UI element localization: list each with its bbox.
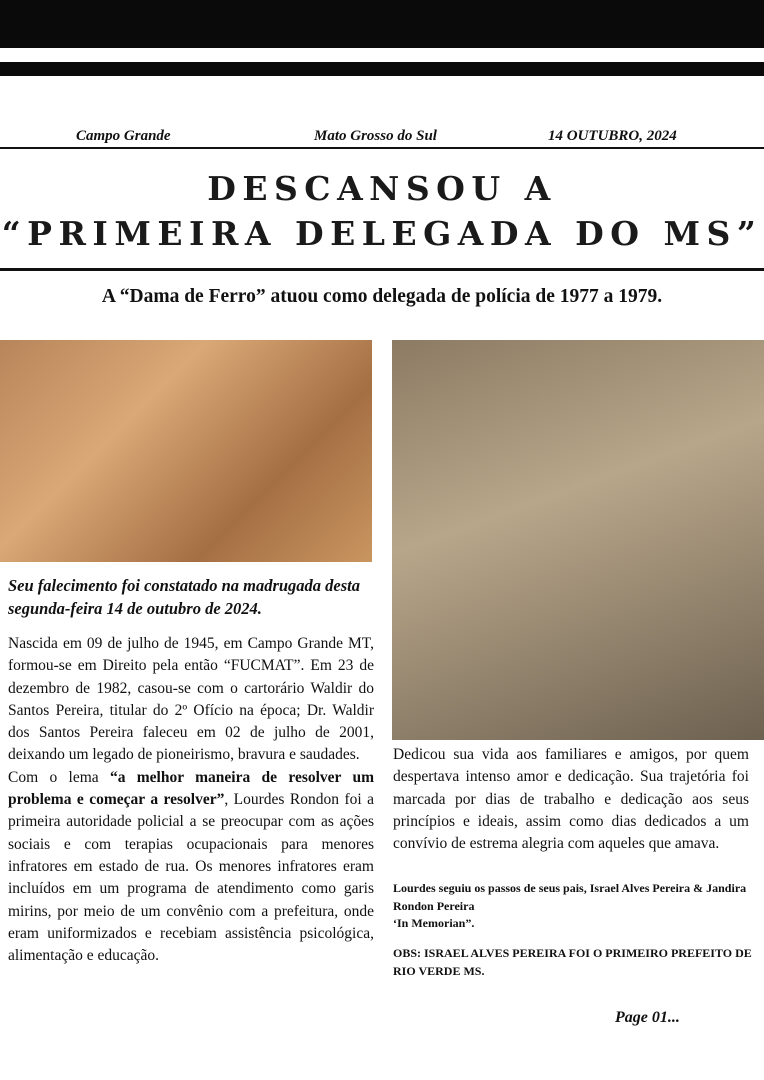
left-paragraph-2-intro: Com o lema bbox=[8, 768, 110, 786]
dateline-city: Campo Grande bbox=[76, 128, 171, 144]
headline-line1: DESCANSOU A bbox=[207, 169, 557, 208]
parents-note bbox=[393, 880, 753, 933]
dateline-state: Mato Grosso do Sul bbox=[314, 128, 437, 144]
headline-line2: “PRIMEIRA DELEGADA DO MS” bbox=[1, 214, 763, 253]
page-number: Page 01... bbox=[615, 1009, 680, 1026]
left-paragraph-1: Nascida em 09 de julho de 1945, em Campo Grande MT, formou-se em Direito pela então “FUCMAT”. Em 23 de dezembro de 1982, casou-se com o cartorário Waldir do Santos Pereira, titular do 2º Ofício na época; Dr. Waldir dos Santos Pereira faleceu em 02 de julho de 2001, deixando um legado de pioneirismo, bravura e saudades. bbox=[8, 635, 374, 764]
top-black-bar bbox=[0, 0, 764, 48]
left-paragraph-2-rest: , Lourdes Rondon foi a primeira autoridade policial a se preocupar com as ações sociais e com terapias ocupacionais para menores infratores em estado de rua. Os menores infratores eram incluídos em um programa de atendimento como garis mirins, por meio de um convênio com a prefeitura, onde eram uniformizados e recebiam assistência psicológica, alimentação e educação. bbox=[8, 791, 374, 965]
subheadline: A “Dama de Ferro” atuou como delegada de polícia de 1977 a 1979. bbox=[101, 286, 663, 307]
photo-caption: Seu falecimento foi constatado na madrugada desta segunda-feira 14 de outubro de 2024. bbox=[8, 576, 361, 618]
dateline-date: 14 OUTUBRO, 2024 bbox=[548, 128, 677, 144]
rule-below-headline bbox=[0, 268, 764, 271]
motto-bold: “a melhor maneira de resolver um problema e começar a resolver” bbox=[8, 768, 374, 809]
dateline bbox=[0, 128, 764, 148]
obs-note: OBS: ISRAEL ALVES PEREIRA FOI O PRIMEIRO PREFEITO DE RIO VERDE MS. bbox=[393, 946, 752, 978]
headline bbox=[0, 166, 764, 256]
parents-line-1: Lourdes seguiu os passos de seus pais, Israel Alves Pereira & Jandira Rondon Pereira bbox=[393, 881, 747, 913]
right-column-text: Dedicou sua vida aos familiares e amigos, por quem despertava intenso amor e dedicação. Sua trajetória foi marcada por dias de trabalho e dedicação aos seus princípios e ideais, assim como dias dedicados a um convívio de estrema alegria com aqueles que amava. bbox=[393, 746, 749, 853]
parents-line-2: ‘In Memorian”. bbox=[393, 916, 475, 930]
photo-clipping-lurdes-rondon bbox=[392, 340, 764, 740]
left-paragraph-2 bbox=[8, 767, 374, 968]
left-column-text bbox=[8, 633, 374, 967]
photo-clipping-dama-de-ferro bbox=[0, 340, 372, 562]
second-black-bar bbox=[0, 62, 764, 76]
rule-top bbox=[0, 147, 764, 149]
